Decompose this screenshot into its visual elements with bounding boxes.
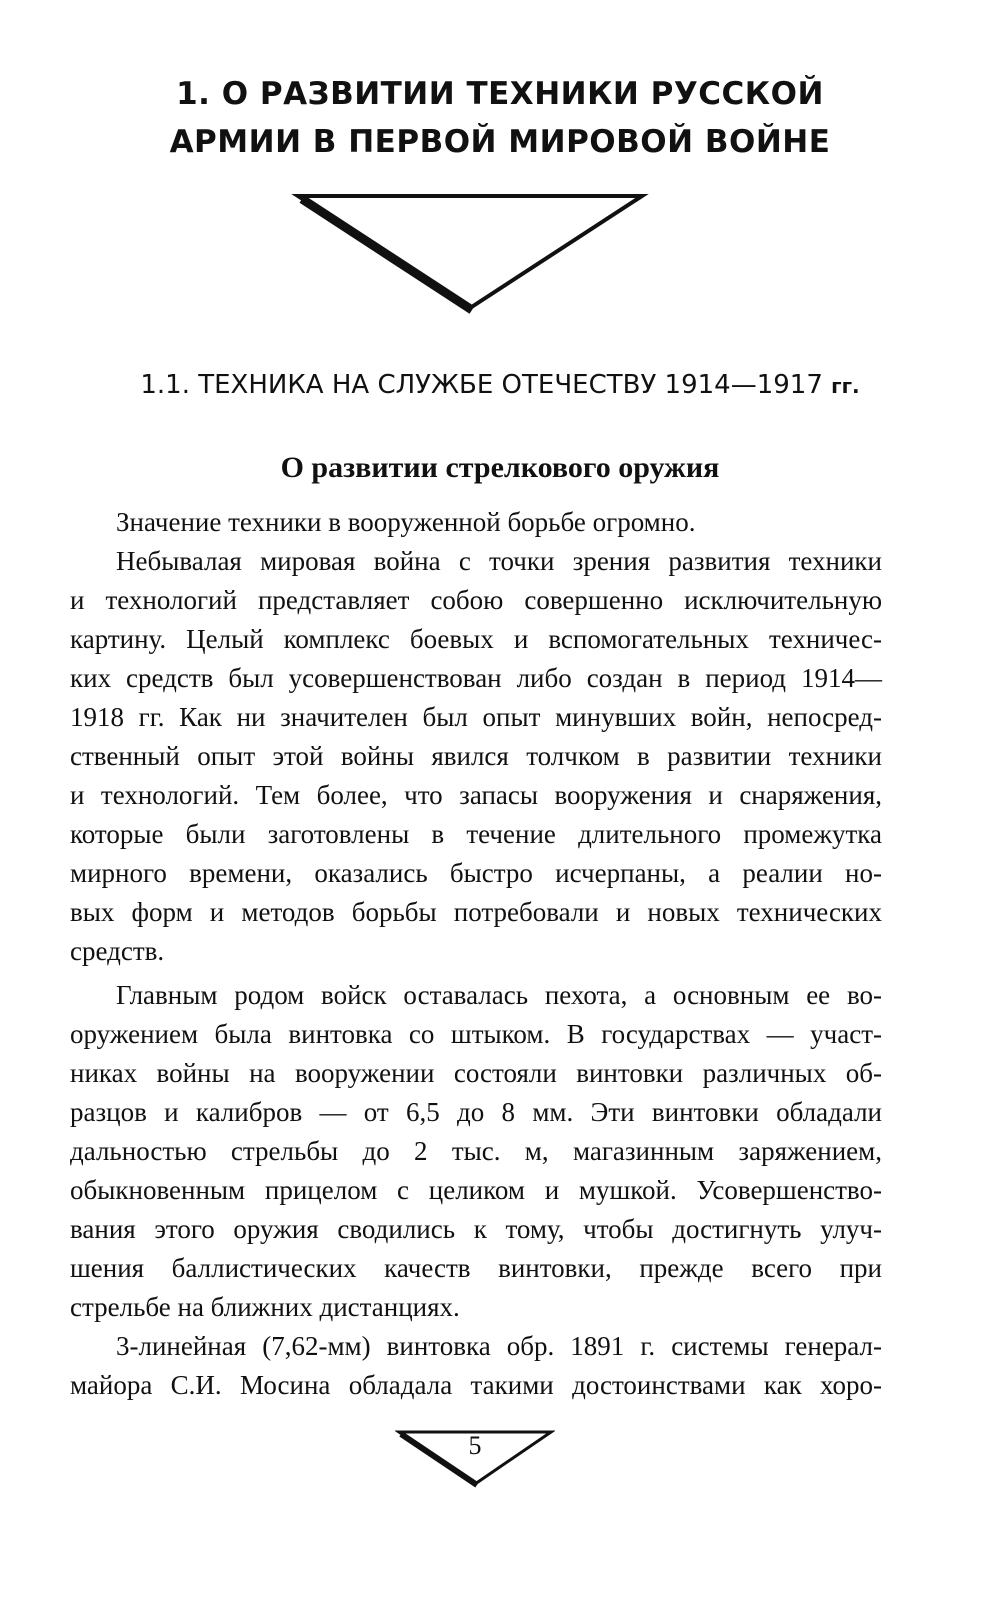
text-line: шения баллистических качеств винтовки, прежде всего при	[70, 1253, 882, 1283]
text-line: Небывалая мировая война с точки зрения развития техники	[116, 546, 882, 576]
text-line: дальностью стрельбы до 2 тыс. м, магазинным заряжением,	[70, 1136, 882, 1166]
text-line: Главным родом войск оставалась пехота, а основным ее во-	[116, 980, 882, 1010]
subsection-title: О развитии стрелкового оружия	[280, 451, 720, 484]
text-line: и технологий представляет собою совершенно исключительную	[70, 585, 882, 615]
chapter-title-line-1: 1. О РАЗВИТИИ ТЕХНИКИ РУССКОЙ	[176, 76, 824, 112]
text-line: вания этого оружия сводились к тому, чтобы достигнуть улуч-	[70, 1214, 882, 1244]
paragraph-4	[70, 1327, 882, 1405]
text-line: мирного времени, оказались быстро исчерпаны, а реалии но-	[70, 858, 882, 888]
text-line: майора С.И. Мосина обладала такими достоинствами как хоро-	[70, 1370, 882, 1400]
section-title	[0, 365, 1000, 406]
chapter-title-line-2: АРМИИ В ПЕРВОЙ МИРОВОЙ ВОЙНЕ	[169, 124, 831, 160]
text-line: Значение техники в вооруженной борьбе огромно.	[116, 507, 696, 537]
paragraph-2	[70, 542, 882, 971]
text-line: разцов и калибров — от 6,5 до 8 мм. Эти винтовки обладали	[70, 1097, 882, 1127]
text-line: ственный опыт этой войны явился толчком в развитии техники	[70, 741, 882, 771]
text-line: и технологий. Тем более, что запасы вооружения и снаряжения,	[70, 780, 882, 810]
text-line: никах войны на вооружении состояли винтовки различных об-	[70, 1058, 882, 1088]
paragraph-3	[70, 976, 882, 1327]
text-line: стрельбе на ближних дистанциях.	[70, 1292, 460, 1322]
section-title-text: 1.1. ТЕХНИКА НА СЛУЖБЕ ОТЕЧЕСТВУ 1914—1917	[140, 370, 823, 400]
text-line: обыкновенным прицелом с целиком и мушкой. Усовершенство-	[70, 1175, 882, 1205]
decorative-triangle	[290, 190, 650, 315]
text-line: 1918 гг. Как ни значителен был опыт минувших войн, непосред-	[70, 702, 882, 732]
chapter-title	[0, 70, 1000, 166]
text-line: ких средств был усовершенствован либо создан в период 1914—	[70, 663, 882, 693]
paragraph-1	[70, 503, 882, 542]
text-line: картину. Целый комплекс боевых и вспомогательных техничес-	[70, 624, 882, 654]
text-line: которые были заготовлены в течение длительного промежутка	[70, 819, 882, 849]
text-line: средств.	[70, 936, 165, 966]
section-title-suffix: гг.	[831, 374, 860, 398]
text-line: оружением была винтовка со штыком. В государствах — участ-	[70, 1019, 882, 1049]
page-number: 5	[468, 1431, 482, 1460]
text-line: вых форм и методов борьбы потребовали и новых технических	[70, 897, 882, 927]
text-line: 3-линейная (7,62-мм) винтовка обр. 1891 г. системы генерал-	[116, 1331, 882, 1361]
